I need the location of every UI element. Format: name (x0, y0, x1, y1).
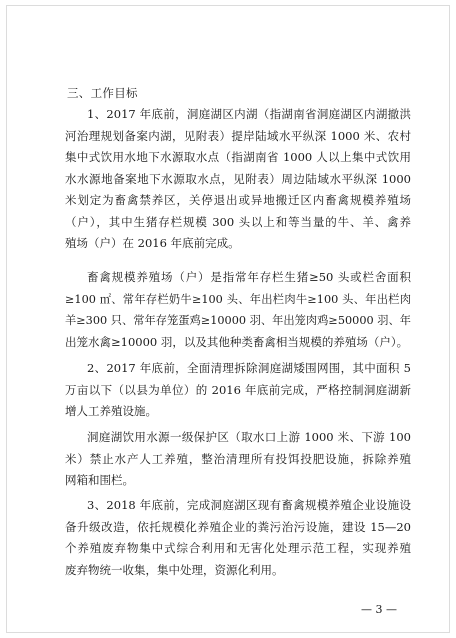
paragraph-line: 洞庭湖饮用水源一级保护区（取水口上游 1000 米、下游 100 (87, 430, 411, 444)
paragraph-line: 1、2017 年底前，洞庭湖区内湖（指湖南省洞庭湖区内湖撤洪 (87, 107, 411, 121)
paragraph-line: 备升级改造，依托规模化养殖企业的粪污治污设施，建设 15—20 (65, 519, 411, 534)
paragraph-line: 集中式饮用水地下水源取水点（指湖南省 1000 人以上集中式饮用 (65, 150, 411, 164)
paragraph-3 (65, 358, 411, 423)
paragraph-line: 殖场（户）在 2016 年底前完成。 (65, 236, 240, 250)
paragraph-line: 废弃物统一收集，集中处理，资源化利用。 (65, 562, 284, 577)
paragraph-line: 河治理规划备案内湖，见附表）提岸陆域水平纵深 1000 米、农村 (65, 128, 411, 143)
paragraph-line: 网箱和围栏。 (65, 473, 134, 487)
document-page (6, 5, 450, 633)
paragraph-line: 2、2017 年底前，全面清理拆除洞庭湖矮围网围，其中面积 5 (87, 361, 411, 375)
paragraph-line: 个养殖废弃物集中式综合利用和无害化处理示范工程，实现养殖 (65, 541, 411, 555)
paragraph-line: 水水源地备案地下水源取水点，见附表）周边陆域水平纵深 1000 (65, 171, 411, 186)
paragraph-line: （户），其中生猪存栏规模 300 头以上和等当量的牛、羊、禽养 (65, 214, 411, 229)
paragraph-line: 增人工养殖设施。 (65, 404, 157, 418)
paragraph-line: 米划定为畜禽禁养区，关停退出或异地搬迁区内畜禽规模养殖场 (65, 193, 411, 207)
paragraph-line: 万亩以下（以县为单位）的 2016 年底前完成，严格控制洞庭湖新 (65, 382, 411, 397)
paragraph-5 (65, 495, 411, 581)
paragraph-4 (65, 427, 411, 492)
paragraph-line: 3、2018 年底前，完成洞庭湖区现有畜禽规模养殖企业设施设 (87, 498, 411, 512)
section-heading: 三、工作目标 (67, 86, 138, 100)
paragraph-1 (65, 104, 411, 255)
paragraph-line: 畜禽规模养殖场（户）是指常年存栏生猪≥50 头或栏舍面积 (87, 270, 411, 284)
paragraph-line: 米）禁止水产人工养殖，整治清理所有投饵投肥设施，拆除养殖 (65, 451, 411, 466)
paragraph-line: 羊≥300 只、常年存笼蛋鸡≥10000 羽、年出笼肉鸡≥50000 羽、年 (65, 314, 411, 327)
page-number: — 3 — (361, 603, 397, 616)
paragraph-line: ≥100 ㎡、常年存栏奶牛≥100 头、年出栏肉牛≥100 头、年出栏肉 (65, 292, 411, 306)
paragraph-line: 出笼水禽≥10000 羽，以及其他种类畜禽相当规模的养殖场（户）。 (65, 334, 409, 349)
paragraph-2 (65, 267, 411, 353)
